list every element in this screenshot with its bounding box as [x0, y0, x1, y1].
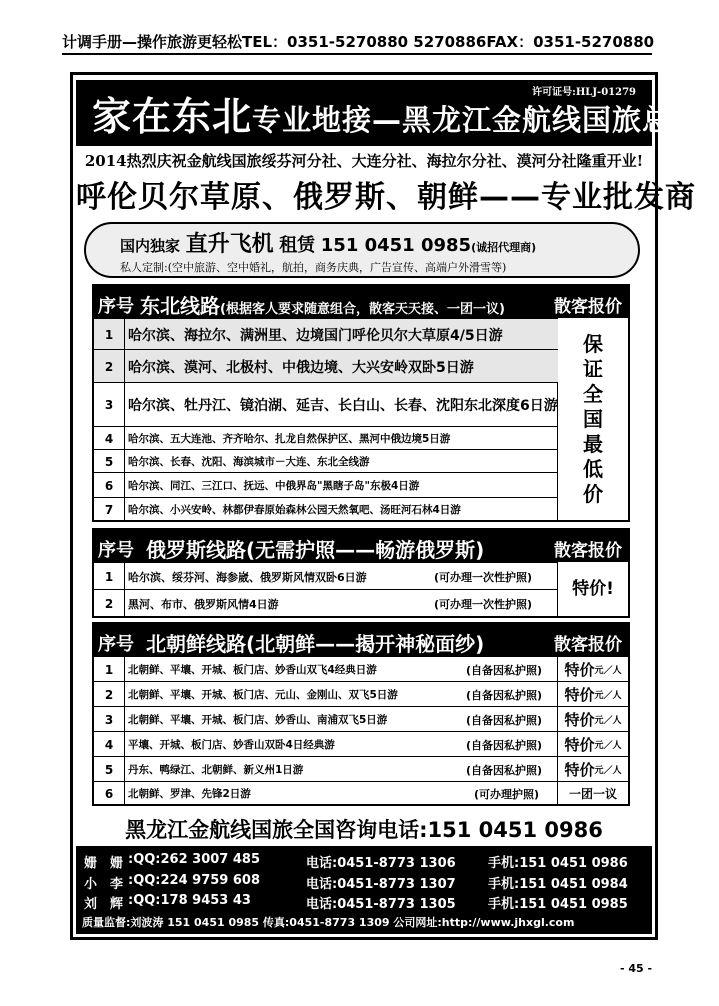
russia-section — [92, 528, 630, 618]
num-label: 序号 — [98, 540, 134, 561]
brand-name: 家在东北 — [92, 95, 253, 140]
section-title: 东北线路(根据客人要求随意组合，散客天天接、一团一议) — [140, 294, 505, 318]
table-row: 3 北朝鲜、平壤、开城、板门店、妙香山、南浦双飞5日游 (自备因私护照) 特价 元／人 — [94, 706, 628, 732]
num-label: 序号 — [98, 296, 134, 317]
header-fax: FAX：0351-5270880 — [486, 32, 655, 51]
russia-header — [94, 530, 628, 562]
contact-row: 小 李 :QQ:224 9759 608 电话:0451-8773 1307 手机:151 0451 0984 — [84, 873, 628, 892]
table-row: 4 哈尔滨、五大连池、齐齐哈尔、扎龙自然保护区、黑河中俄边境5日游 — [94, 426, 558, 450]
helicopter-rental-box — [84, 222, 640, 278]
table-row: 1 哈尔滨、海拉尔、满洲里、边境国门呼伦贝尔大草原4/5日游 — [94, 318, 558, 350]
header-tel: TEL：0351-5270880 5270886 — [242, 32, 487, 51]
announcement: 2014热烈庆祝金航线国旅绥芬河分社、大连分社、海拉尔分社、漠河分社隆重开业! — [84, 152, 644, 170]
table-row: 1 北朝鲜、平壤、开城、板门店、妙香山双飞4经典日游 (自备因私护照) 特价 元／人 — [94, 656, 628, 682]
contact-row: 刘 辉 :QQ:178 9453 43 电话:0451-8773 1305 手机:151 0451 0985 — [84, 893, 628, 912]
contacts-block — [76, 846, 652, 934]
table-row: 2 黑河、布市、俄罗斯风情4日游 (可办理一次性护照) — [94, 589, 558, 617]
korea-section — [92, 622, 630, 806]
header-divider — [62, 53, 652, 55]
headline: 呼伦贝尔草原、俄罗斯、朝鲜——专业批发商 — [76, 180, 696, 215]
section-title: 俄罗斯线路(无需护照——畅游俄罗斯) — [146, 538, 485, 562]
table-row: 5 丹东、鸭绿江、北朝鲜、新义州1日游 (自备因私护照) 特价 元／人 — [94, 756, 628, 782]
table-row: 4 平壤、开城、板门店、妙香山双卧4日经典游 (自备因私护照) 特价 元／人 — [94, 731, 628, 757]
num-label: 序号 — [98, 634, 134, 655]
heli-agent: (诚招代理商) — [471, 241, 537, 254]
table-row: 3 哈尔滨、牡丹江、镜泊湖、延吉、长白山、长春、沈阳东北深度6日游 — [94, 382, 558, 427]
consult-phone: 黑龙江金航线国旅全国咨询电话:151 0451 0986 — [125, 818, 603, 842]
table-row: 6 哈尔滨、同江、三江口、抚远、中俄界岛"黑瞎子岛"东极4日游 — [94, 472, 558, 498]
table-row: 7 哈尔滨、小兴安岭、林都伊春原始森林公园天然氧吧、汤旺河石林4日游 — [94, 497, 558, 521]
heli-service: 直升飞机 — [185, 232, 274, 257]
license-number: 许可证号:HLJ-01279 — [532, 87, 636, 98]
footer-info: 质量监督:刘波涛 151 0451 0985 传真:0451-8773 1309 公司网址:http://www.jhxgl.com — [82, 916, 575, 929]
page-header — [62, 30, 655, 52]
table-row: 6 北朝鲜、罗津、先锋2日游 (可办理护照) 一团一议 — [94, 781, 628, 805]
page-number: - 45 - — [620, 962, 653, 975]
northeast-section — [92, 284, 630, 522]
section-title: 北朝鲜线路(北朝鲜——揭开神秘面纱) — [146, 632, 485, 656]
northeast-header — [94, 286, 628, 318]
lowest-price-guarantee: 保 证 全 国 最 低 价 — [557, 318, 628, 520]
heli-custom: 私人定制:(空中旅游、空中婚礼，航拍，商务庆典，广告宣传、高端户外滑雪等) — [120, 261, 507, 274]
heli-rent: 租赁 — [279, 235, 316, 256]
price-label: 散客报价 — [554, 297, 622, 317]
table-row: 2 北朝鲜、平壤、开城、板门店、元山、金刚山、双飞5日游 (自备因私护照) 特价 元／人 — [94, 681, 628, 707]
korea-header — [94, 624, 628, 656]
table-row: 2 哈尔滨、漠河、北极村、中俄边境、大兴安岭双卧5日游 — [94, 349, 558, 383]
helicopter-offer — [120, 227, 536, 258]
price-label: 散客报价 — [554, 541, 622, 561]
price-label: 散客报价 — [554, 635, 622, 655]
table-row: 5 哈尔滨、长春、沈阳、海滨城市－大连、东北全线游 — [94, 449, 558, 473]
banner-tagline: 专业地接—黑龙江金航线国旅总社 — [252, 103, 703, 137]
contact-row: 姗 姗 :QQ:262 3007 485 电话:0451-8773 1306 手机:151 0451 0986 — [84, 852, 628, 871]
heli-phone: 151 0451 0985 — [320, 235, 472, 256]
title-banner — [76, 80, 703, 146]
table-row: 1 哈尔滨、绥芬河、海参崴、俄罗斯风情双卧6日游 (可办理一次性护照) — [94, 562, 558, 590]
special-price: 特价! — [557, 562, 628, 616]
header-title: 计调手册—操作旅游更轻松 — [62, 32, 243, 51]
heli-prefix: 国内独家 — [120, 237, 181, 255]
